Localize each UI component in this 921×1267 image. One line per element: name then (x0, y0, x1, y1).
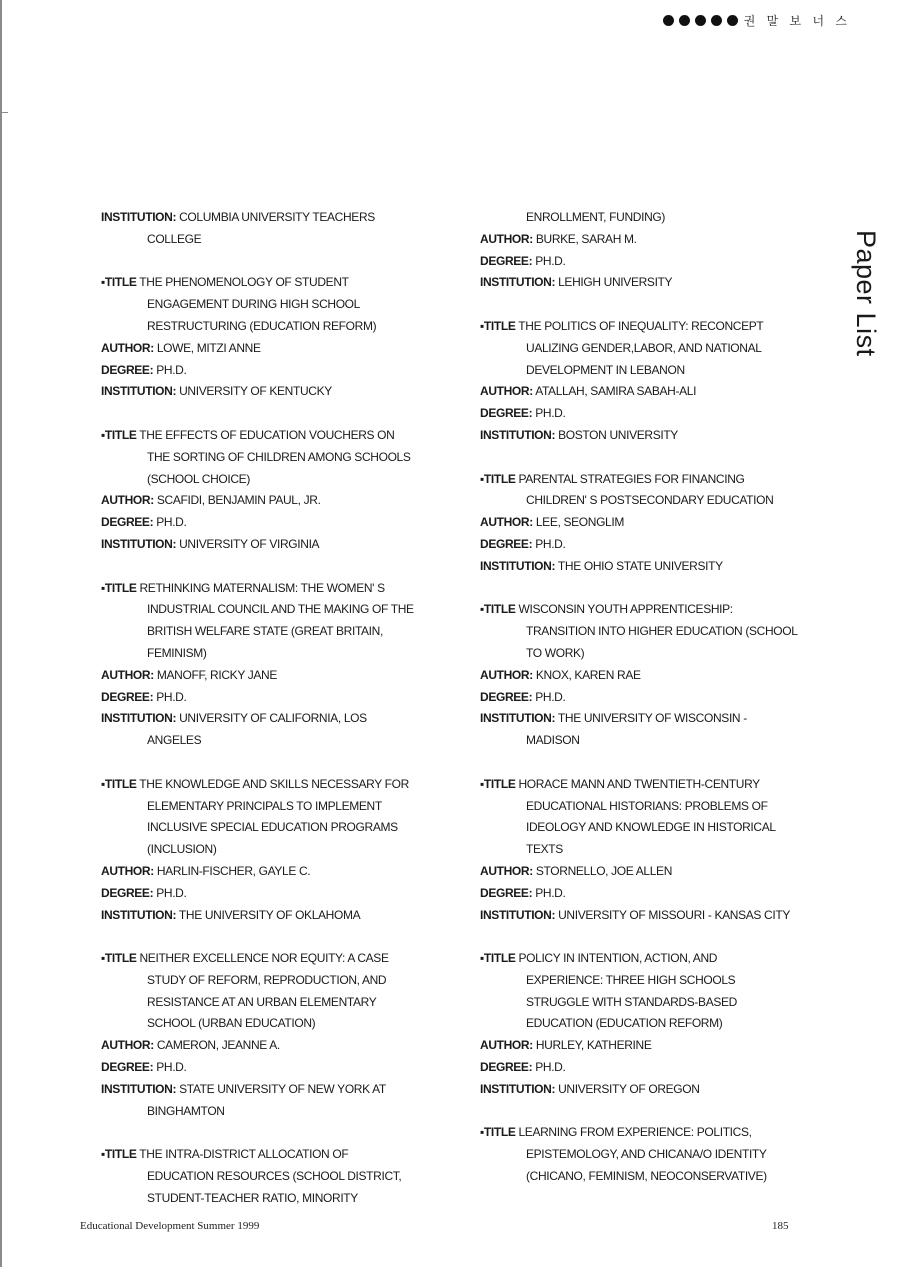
title-bullet-icon: ▪ (480, 318, 484, 333)
degree-line-value: PH.D. (156, 515, 187, 530)
author-line (480, 665, 810, 687)
author-line (480, 381, 810, 403)
title-bullet-icon: ▪ (101, 776, 105, 791)
author-line-label: AUTHOR: (101, 493, 154, 508)
degree-line-label: DEGREE: (480, 536, 533, 551)
degree-line-value: PH.D. (156, 362, 187, 377)
institution-line-value: COLUMBIA UNIVERSITY TEACHERS (179, 210, 375, 224)
degree-line (101, 512, 441, 534)
title-line-cont: EDUCATIONAL HISTORIANS: PROBLEMS OF (526, 798, 768, 813)
author-line-label: AUTHOR: (480, 384, 533, 399)
title-line (480, 469, 810, 491)
author-line-value: MANOFF, RICKY JANE (156, 667, 278, 682)
author-line-value: ATALLAH, SAMIRA SABAH-ALI (535, 384, 697, 399)
lead-entry (480, 207, 810, 294)
title-value: THE PHENOMENOLOGY OF STUDENT (139, 275, 349, 290)
author-line (480, 861, 810, 883)
institution-line (101, 534, 441, 556)
title-line-cont: TO WORK) (526, 645, 585, 660)
institution-line (101, 207, 441, 229)
institution-line (480, 708, 810, 730)
author-line-value: LOWE, MITZI ANNE (156, 340, 261, 355)
institution-line-value: UNIVERSITY OF CALIFORNIA, LOS (179, 711, 367, 726)
title-value: THE KNOWLEDGE AND SKILLS NECESSARY FOR (139, 776, 409, 791)
dissertation-entry (101, 1144, 441, 1209)
title-line (101, 948, 441, 970)
author-line-label: AUTHOR: (101, 1038, 154, 1053)
degree-line-label: DEGREE: (101, 515, 154, 530)
title-bullet-icon: ▪ (101, 275, 105, 290)
author-line-value: BURKE, SARAH M. (535, 231, 637, 246)
title-label: TITLE (104, 1147, 137, 1162)
degree-line-value: PH.D. (535, 406, 566, 421)
dissertation-entry (480, 1122, 810, 1187)
title-label: TITLE (483, 318, 516, 333)
degree-line (101, 1057, 441, 1079)
author-line-value: CAMERON, JEANNE A. (156, 1038, 280, 1053)
degree-line-label: DEGREE: (480, 689, 533, 704)
degree-line-value: PH.D. (535, 536, 566, 551)
degree-line (480, 1057, 810, 1079)
degree-line (480, 687, 810, 709)
title-line-cont: STUDENT-TEACHER RATIO, MINORITY (147, 1190, 358, 1205)
institution-line-label: INSTITUTION: (480, 711, 556, 726)
institution-line (480, 556, 810, 578)
title-line (101, 774, 441, 796)
title-line-cont: EDUCATION (EDUCATION REFORM) (526, 1016, 723, 1031)
side-title (845, 230, 885, 360)
title-bullet-icon: ▪ (480, 951, 484, 966)
title-label: TITLE (483, 471, 516, 486)
author-line (101, 861, 441, 883)
degree-line (480, 403, 810, 425)
degree-line-label: DEGREE: (101, 689, 154, 704)
title-value: HORACE MANN AND TWENTIETH-CENTURY (518, 776, 760, 791)
author-line-value: SCAFIDI, BENJAMIN PAUL, JR. (156, 493, 321, 508)
title-label: TITLE (104, 275, 137, 290)
title-label: TITLE (483, 1125, 516, 1140)
degree-line-label: DEGREE: (480, 253, 533, 268)
institution-line-label: INSTITUTION: (480, 427, 556, 442)
title-value: POLICY IN INTENTION, ACTION, AND (518, 951, 718, 966)
institution-line-value: THE OHIO STATE UNIVERSITY (557, 558, 723, 573)
degree-line-label: DEGREE: (480, 406, 533, 421)
side-title-text: Paper List (851, 230, 881, 357)
brand-text: 권 말 보 너 스 (743, 14, 851, 28)
title-label: TITLE (104, 580, 137, 595)
degree-line (480, 883, 810, 905)
degree-line-value: PH.D. (156, 885, 187, 900)
dissertation-entry (101, 774, 441, 927)
title-line-cont: (INCLUSION) (147, 842, 217, 857)
title-line (480, 948, 810, 970)
author-line-value: HURLEY, KATHERINE (535, 1038, 652, 1053)
institution-line-cont: MADISON (526, 733, 580, 748)
degree-line-label: DEGREE: (101, 362, 154, 377)
degree-line (480, 251, 810, 273)
title-line-cont: RESTRUCTURING (EDUCATION REFORM) (147, 318, 377, 333)
institution-line-label: INSTITUTION: (101, 711, 177, 726)
title-label: TITLE (483, 951, 516, 966)
author-line (480, 512, 810, 534)
title-line (480, 599, 810, 621)
title-bullet-icon: ▪ (101, 951, 105, 966)
institution-line-label: INSTITUTION: (480, 907, 556, 922)
author-line-label: AUTHOR: (480, 863, 533, 878)
title-line-cont: FEMINISM) (147, 645, 207, 660)
author-line-value: HARLIN-FISCHER, GAYLE C. (156, 863, 311, 878)
dissertation-entry (101, 948, 441, 1122)
institution-line-cont: COLLEGE (147, 231, 202, 246)
title-line-cont: EPISTEMOLOGY, AND CHICANA/O IDENTITY (526, 1147, 767, 1162)
brand-dots-icon (663, 15, 738, 26)
title-line (480, 316, 810, 338)
author-line-label: AUTHOR: (480, 231, 533, 246)
institution-line-label: INSTITUTION: (101, 907, 177, 922)
title-bullet-icon: ▪ (480, 1125, 484, 1140)
institution-line-value: LEHIGH UNIVERSITY (558, 275, 673, 290)
title-line-cont: STUDY OF REFORM, REPRODUCTION, AND (147, 972, 387, 987)
degree-line (480, 534, 810, 556)
title-value: NEITHER EXCELLENCE NOR EQUITY: A CASE (139, 951, 389, 966)
title-value: THE EFFECTS OF EDUCATION VOUCHERS ON (139, 427, 395, 442)
institution-line (101, 905, 441, 927)
title-value: PARENTAL STRATEGIES FOR FINANCING (518, 471, 745, 486)
title-value: LEARNING FROM EXPERIENCE: POLITICS, (518, 1125, 752, 1140)
title-line (480, 774, 810, 796)
author-line (480, 229, 810, 251)
institution-line-value: BOSTON UNIVERSITY (558, 427, 678, 442)
title-line-cont: DEVELOPMENT IN LEBANON (526, 362, 685, 377)
degree-line-label: DEGREE: (480, 885, 533, 900)
title-value: THE INTRA-DISTRICT ALLOCATION OF (139, 1147, 349, 1162)
author-line-value: KNOX, KAREN RAE (535, 667, 641, 682)
section-brand (663, 12, 851, 29)
institution-line-value: UNIVERSITY OF MISSOURI - KANSAS CITY (558, 907, 790, 922)
left-column (101, 207, 441, 1231)
dissertation-entry (480, 774, 810, 927)
dissertation-entry (101, 578, 441, 752)
institution-line-label: INSTITUTION: (480, 275, 556, 290)
author-line-value: LEE, SEONGLIM (535, 515, 625, 530)
institution-line (480, 425, 810, 447)
institution-line-label: INSTITUTION: (101, 536, 177, 551)
institution-line (101, 708, 441, 730)
dissertation-entry (480, 316, 810, 447)
institution-line-cont: ANGELES (147, 733, 202, 748)
title-line-cont: BRITISH WELFARE STATE (GREAT BRITAIN, (147, 624, 383, 639)
title-line-cont: INCLUSIVE SPECIAL EDUCATION PROGRAMS (147, 820, 398, 835)
degree-line-label: DEGREE: (480, 1060, 533, 1075)
journal-footer: Educational Development Summer 1999 (80, 1220, 260, 1232)
title-line (480, 1122, 810, 1144)
title-label: TITLE (104, 427, 137, 442)
title-line-cont: RESISTANCE AT AN URBAN ELEMENTARY (147, 994, 377, 1009)
institution-line-cont: BINGHAMTON (147, 1103, 225, 1118)
degree-line-value: PH.D. (156, 689, 187, 704)
lead-entry (101, 207, 441, 251)
title-line-cont: TEXTS (526, 842, 563, 857)
institution-line-value: THE UNIVERSITY OF WISCONSIN - (557, 711, 747, 726)
institution-line (101, 381, 441, 403)
title-line-cont: ENGAGEMENT DURING HIGH SCHOOL (147, 297, 360, 312)
title-line (101, 1144, 441, 1166)
title-bullet-icon: ▪ (101, 427, 105, 442)
title-line (101, 578, 441, 600)
institution-line-value: UNIVERSITY OF OREGON (558, 1081, 700, 1096)
title-value: THE POLITICS OF INEQUALITY: RECONCEPT (518, 318, 764, 333)
title-line (101, 425, 441, 447)
author-line-value: STORNELLO, JOE ALLEN (535, 863, 673, 878)
title-bullet-icon: ▪ (101, 580, 105, 595)
degree-line (101, 883, 441, 905)
degree-line (101, 687, 441, 709)
degree-line (101, 360, 441, 382)
author-line (101, 338, 441, 360)
dissertation-entry (480, 469, 810, 578)
author-line-label: AUTHOR: (480, 1038, 533, 1053)
title-line-cont: UALIZING GENDER,LABOR, AND NATIONAL (526, 340, 762, 355)
dissertation-entry (101, 272, 441, 403)
title-line-cont: EDUCATION RESOURCES (SCHOOL DISTRICT, (147, 1169, 402, 1184)
institution-line-label: INSTITUTION: (480, 558, 556, 573)
title-line-cont: THE SORTING OF CHILDREN AMONG SCHOOLS (147, 449, 411, 464)
title-bullet-icon: ▪ (101, 1147, 105, 1162)
degree-line-value: PH.D. (156, 1060, 187, 1075)
author-line (101, 490, 441, 512)
dissertation-entry (101, 425, 441, 556)
title-value: RETHINKING MATERNALISM: THE WOMEN' S (139, 580, 385, 595)
degree-line-value: PH.D. (535, 885, 566, 900)
title-bullet-icon: ▪ (480, 471, 484, 486)
degree-line-value: PH.D. (535, 689, 566, 704)
title-line-cont: SCHOOL (URBAN EDUCATION) (147, 1016, 316, 1031)
author-line-label: AUTHOR: (480, 515, 533, 530)
title-bullet-icon: ▪ (480, 776, 484, 791)
title-label: TITLE (483, 776, 516, 791)
institution-line-label: INSTITUTION: (101, 210, 177, 224)
title-label: TITLE (483, 602, 516, 617)
degree-line-label: DEGREE: (101, 1060, 154, 1075)
title-line-cont: EXPERIENCE: THREE HIGH SCHOOLS (526, 972, 736, 987)
degree-line-value: PH.D. (535, 1060, 566, 1075)
institution-line-value: UNIVERSITY OF KENTUCKY (179, 384, 332, 399)
dissertation-entry (480, 599, 810, 752)
title-line-cont: ELEMENTARY PRINCIPALS TO IMPLEMENT (147, 798, 382, 813)
degree-line-label: DEGREE: (101, 885, 154, 900)
institution-line (101, 1079, 441, 1101)
author-line-label: AUTHOR: (101, 667, 154, 682)
institution-line-label: INSTITUTION: (101, 1081, 177, 1096)
institution-line-label: INSTITUTION: (101, 384, 177, 399)
institution-line (480, 1079, 810, 1101)
dissertation-entry (480, 948, 810, 1101)
author-line-label: AUTHOR: (101, 340, 154, 355)
author-line (101, 1035, 441, 1057)
right-column (480, 207, 810, 1210)
institution-line-value: UNIVERSITY OF VIRGINIA (179, 536, 320, 551)
title-line-cont: STRUGGLE WITH STANDARDS-BASED (526, 994, 737, 1009)
institution-line-value: THE UNIVERSITY OF OKLAHOMA (178, 907, 361, 922)
title-label: TITLE (104, 776, 137, 791)
institution-line-value: STATE UNIVERSITY OF NEW YORK AT (179, 1081, 386, 1096)
page-number: 185 (772, 1220, 789, 1232)
title-bullet-icon: ▪ (480, 602, 484, 617)
title-line-cont: (CHICANO, FEMINISM, NEOCONSERVATIVE) (526, 1169, 767, 1184)
title-line-cont: TRANSITION INTO HIGHER EDUCATION (SCHOOL (526, 624, 798, 639)
degree-line-value: PH.D. (535, 253, 566, 268)
author-line (480, 1035, 810, 1057)
crop-mark (0, 112, 8, 113)
title-line-cont: (SCHOOL CHOICE) (147, 471, 250, 486)
title-line-cont: ENROLLMENT, FUNDING) (526, 210, 666, 224)
institution-line-label: INSTITUTION: (480, 1081, 556, 1096)
binding-rule (0, 0, 2, 1267)
title-label: TITLE (104, 951, 137, 966)
title-value: WISCONSIN YOUTH APPRENTICESHIP: (518, 602, 733, 617)
author-line-label: AUTHOR: (101, 863, 154, 878)
title-line-cont: INDUSTRIAL COUNCIL AND THE MAKING OF THE (147, 602, 414, 617)
institution-line (480, 272, 810, 294)
institution-line (480, 905, 810, 927)
title-line-cont: IDEOLOGY AND KNOWLEDGE IN HISTORICAL (526, 820, 776, 835)
title-line-cont: CHILDREN' S POSTSECONDARY EDUCATION (526, 493, 774, 508)
author-line-label: AUTHOR: (480, 667, 533, 682)
title-line (101, 272, 441, 294)
author-line (101, 665, 441, 687)
